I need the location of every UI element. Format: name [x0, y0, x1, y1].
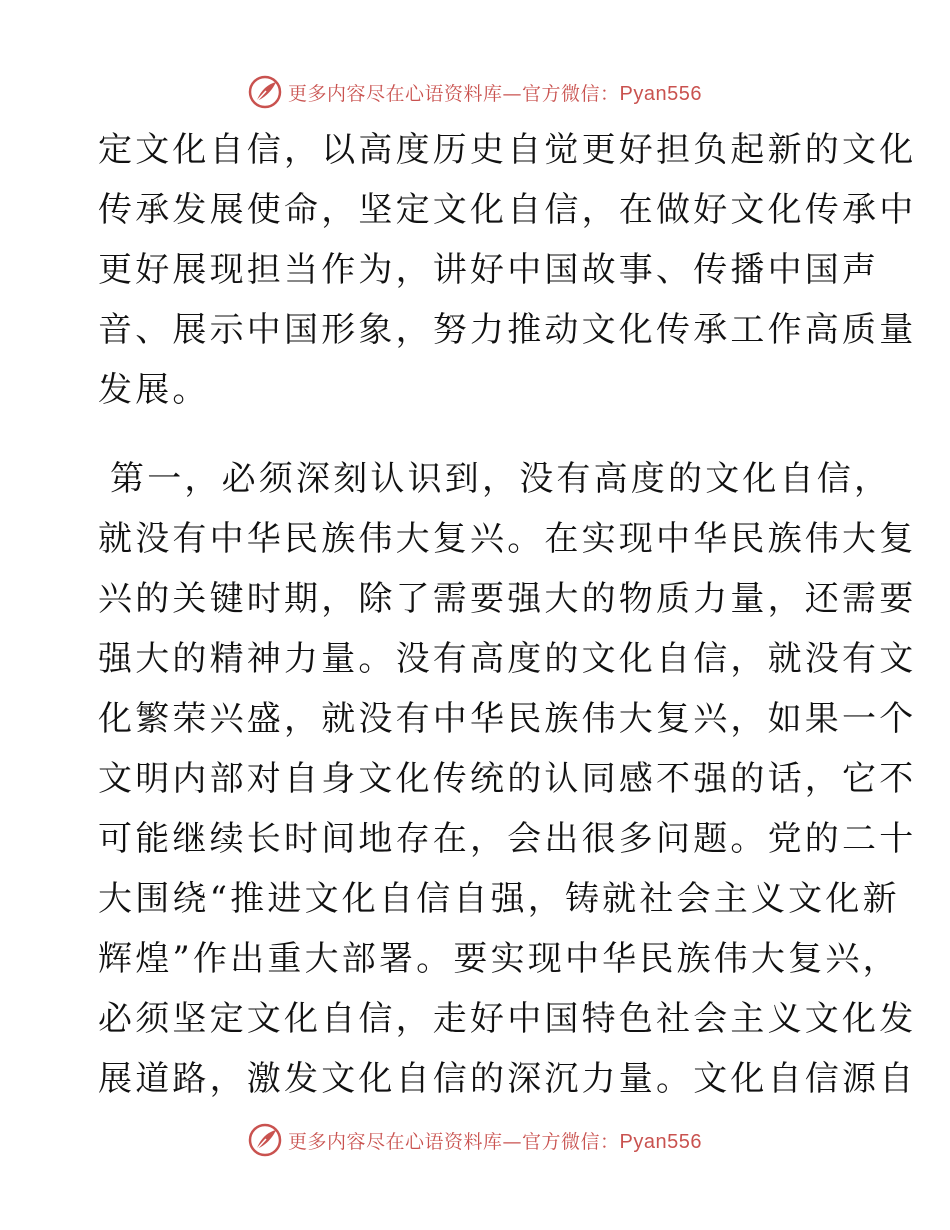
text-line: 展道路，激发文化自信的深沉力量。文化自信源自 — [98, 1059, 917, 1099]
watermark-dash: — — [502, 1130, 523, 1153]
text-line: 音、展示中国形象，努力推动文化传承工作高质量 — [98, 310, 917, 350]
watermark-text — [288, 79, 702, 106]
feather-quill-logo-icon — [248, 1123, 282, 1157]
watermark-wechat-id: Pyan556 — [619, 82, 702, 105]
watermark-site-text: 更多内容尽在心语资料库 — [288, 1130, 503, 1153]
text-line: 强大的精神力量。没有高度的文化自信，就没有文 — [98, 639, 917, 679]
text-line: 必须坚定文化自信，走好中国特色社会主义文化发 — [98, 999, 917, 1039]
text-line: 发展。 — [98, 370, 210, 410]
paragraph-gap — [98, 420, 858, 449]
watermark-wechat-id: Pyan556 — [619, 1130, 702, 1153]
text-line: 文明内部对自身文化传统的认同感不强的话，它不 — [98, 759, 917, 799]
watermark-text — [288, 1127, 702, 1154]
text-line: 定文化自信，以高度历史自觉更好担负起新的文化 — [98, 130, 917, 170]
watermark-site-text: 更多内容尽在心语资料库 — [288, 82, 503, 105]
document-body — [98, 120, 917, 1109]
text-line: 第一，必须深刻认识到，没有高度的文化自信， — [110, 459, 892, 499]
watermark-wechat-label: 官方微信： — [522, 82, 620, 105]
watermark-wechat-label: 官方微信： — [522, 1130, 620, 1153]
text-line: 兴的关键时期，除了需要强大的物质力量，还需要 — [98, 579, 917, 619]
watermark-dash: — — [502, 82, 523, 105]
paragraph-1 — [98, 120, 917, 420]
footer-watermark — [0, 1120, 950, 1160]
text-line: 大围绕“推进文化自信自强，铸就社会主义文化新 — [98, 879, 900, 919]
header-watermark — [0, 72, 950, 112]
paragraph-2 — [98, 449, 917, 1109]
text-line: 化繁荣兴盛，就没有中华民族伟大复兴，如果一个 — [98, 699, 917, 739]
text-line: 就没有中华民族伟大复兴。在实现中华民族伟大复 — [98, 519, 917, 559]
text-line: 可能继续长时间地存在，会出很多问题。党的二十 — [98, 819, 917, 859]
text-line: 传承发展使命，坚定文化自信，在做好文化传承中 — [98, 190, 917, 230]
text-line: 辉煌”作出重大部署。要实现中华民族伟大复兴， — [98, 939, 900, 979]
feather-quill-logo-icon — [248, 75, 282, 109]
text-line: 更好展现担当作为，讲好中国故事、传播中国声 — [98, 250, 880, 290]
